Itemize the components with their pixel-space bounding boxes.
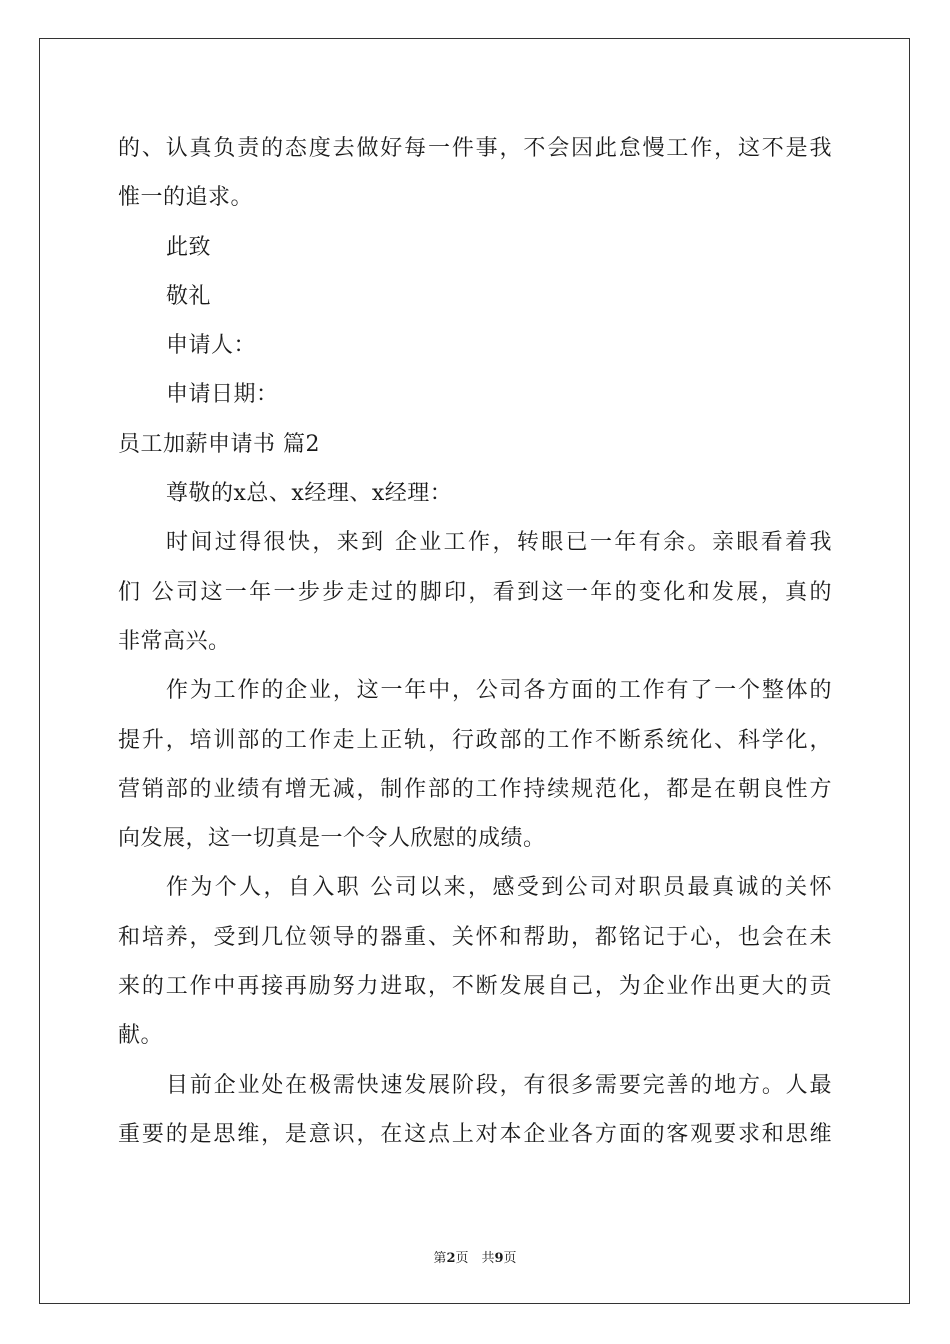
text-line: 向发展，这一切真是一个令人欣慰的成绩。 <box>118 826 546 852</box>
current-page-number: 2 <box>446 1251 456 1266</box>
text-line: 的、认真负责的态度去做好每一件事，不会因此怠慢工作，这不是我 <box>118 136 832 161</box>
text-line: 非常高兴。 <box>118 628 231 654</box>
text-line: 重要的是思维，是意识，在这点上对本企业各方面的客观要求和思维 <box>118 1121 832 1147</box>
text-line: 来的工作中再接再励努力进取，不断发展自己，为企业作出更大的贡 <box>118 974 832 1000</box>
text-line: 申请人： <box>166 333 257 359</box>
text-line: 时间过得很快，来到 企业工作，转眼已一年有余。亲眼看着我 <box>166 530 832 556</box>
text-line: 惟一的追求。 <box>118 185 254 211</box>
document-body <box>118 124 832 1159</box>
text-line: 献。 <box>118 1023 164 1049</box>
text-line: 此致 <box>166 234 212 260</box>
text-line: 申请日期： <box>166 382 279 408</box>
page-footer <box>0 1247 950 1266</box>
footer-suffix: 页 <box>503 1251 517 1266</box>
total-page-number: 9 <box>494 1251 504 1266</box>
footer-prefix: 第 <box>433 1251 447 1266</box>
text-line: 营销部的业绩有增无减，制作部的工作持续规范化，都是在朝良性方 <box>118 776 832 802</box>
text-line: 目前企业处在极需快速发展阶段，有很多需要完善的地方。人最 <box>166 1072 832 1098</box>
text-line: 员工加薪申请书 篇2 <box>118 431 320 457</box>
text-line: 和培养，受到几位领导的器重、关怀和帮助，都铭记于心，也会在未 <box>118 924 832 950</box>
text-line: 尊敬的x总、x经理、x经理： <box>166 481 453 507</box>
text-line: 提升，培训部的工作走上正轨，行政部的工作不断系统化、科学化， <box>118 727 832 753</box>
text-line: 作为工作的企业，这一年中，公司各方面的工作有了一个整体的 <box>166 678 832 704</box>
footer-mid: 页 共 <box>455 1251 495 1266</box>
text-line: 敬礼 <box>166 283 212 309</box>
text-line: 们 公司这一年一步步走过的脚印，看到这一年的变化和发展，真的 <box>118 579 832 605</box>
text-line: 作为个人，自入职 公司以来，感受到公司对职员最真诚的关怀 <box>166 875 832 901</box>
